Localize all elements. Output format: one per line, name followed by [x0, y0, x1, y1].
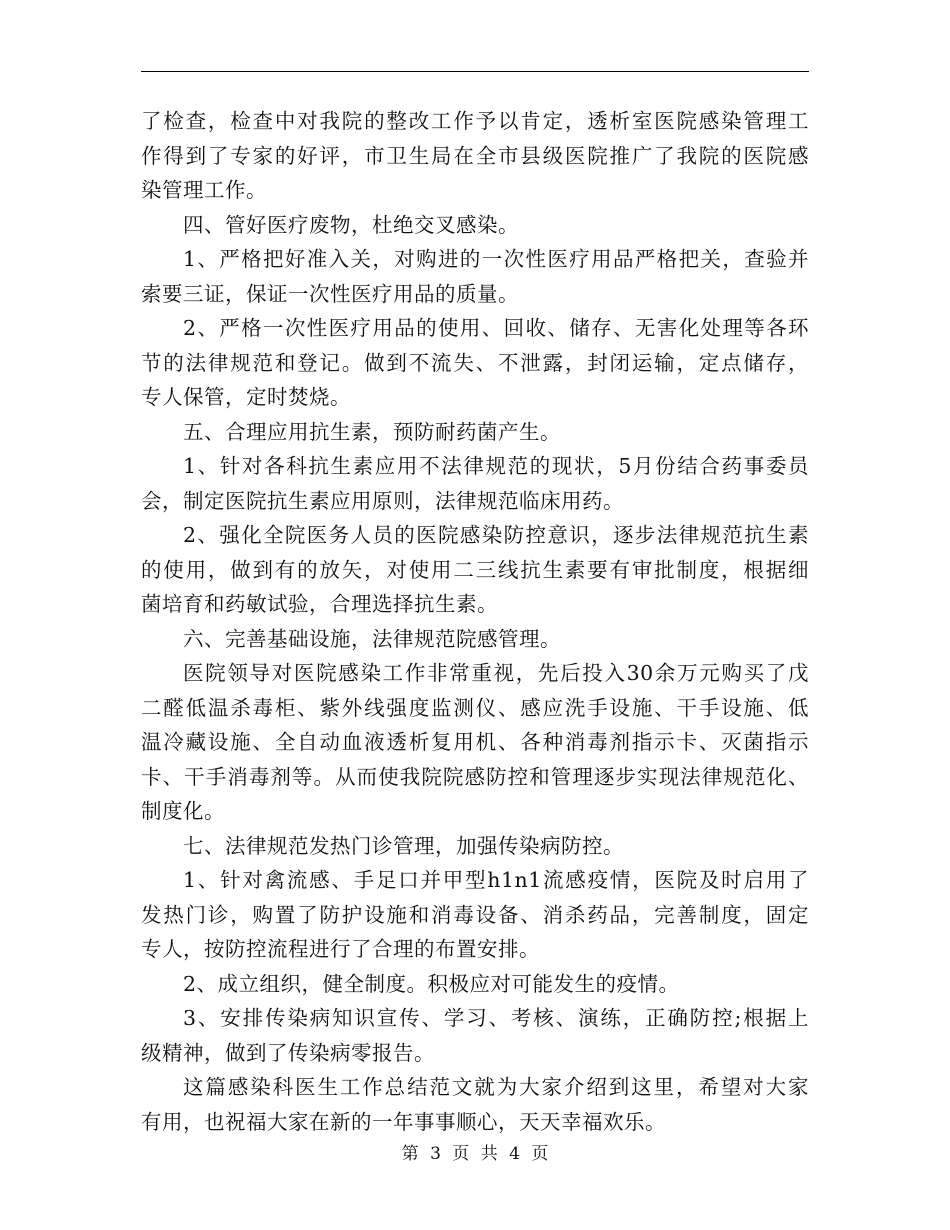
text-line: 专人，按防控流程进行了合理的布置安排。	[141, 937, 540, 961]
text-line: 会，制定医院抗生素应用原则，法律规范临床用药。	[141, 488, 624, 513]
text-line: 二醛低温杀毒柜、紫外线强度监测仪、感应洗手设施、干手设施、低	[141, 695, 809, 720]
text-line: 七、法律规范发热门诊管理，加强传染病防控。	[183, 833, 624, 858]
text-line: 2、严格一次性医疗用品的使用、回收、储存、无害化处理等各环	[183, 316, 809, 340]
text-line: 3、安排传染病知识宣传、学习、考核、演练，正确防控;根据上	[183, 1006, 809, 1030]
text-line: 1、针对禽流感、手足口并甲型h1n1流感疫情，医院及时启用了	[183, 868, 809, 892]
text-line: 1、针对各科抗生素应用不法律规范的现状，5月份结合药事委员	[183, 454, 809, 478]
text-line: 有用，也祝福大家在新的一年事事顺心，天天幸福欢乐。	[141, 1109, 666, 1134]
text-line: 温冷藏设施、全自动血液透析复用机、各种消毒剂指示卡、灭菌指示	[141, 730, 809, 754]
text-line: 的使用，做到有的放矢，对使用二三线抗生素要有审批制度，根据细	[141, 557, 809, 582]
text-line: 级精神，做到了传染病零报告。	[141, 1040, 435, 1065]
text-line: 1、严格把好准入关，对购进的一次性医疗用品严格把关，查验并	[183, 247, 809, 271]
text-line: 作得到了专家的好评，市卫生局在全市县级医院推广了我院的医院感	[141, 143, 809, 168]
text-line: 发热门诊，购置了防护设施和消毒设备、消杀药品，完善制度，固定	[141, 902, 809, 927]
text-line: 这篇感染科医生工作总结范文就为大家介绍到这里，希望对大家	[183, 1075, 809, 1099]
text-line: 医院领导对医院感染工作非常重视，先后投入30余万元购买了戊	[183, 661, 809, 685]
text-line: 卡、干手消毒剂等。从而使我院院感防控和管理逐步实现法律规范化、	[141, 764, 809, 789]
text-line: 六、完善基础设施，法律规范院感管理。	[183, 626, 561, 651]
text-line: 2、成立组织，健全制度。积极应对可能发生的疫情。	[183, 971, 680, 996]
header-rule	[141, 71, 809, 72]
text-line: 染管理工作。	[141, 178, 267, 202]
text-line: 制度化。	[141, 799, 225, 823]
text-line: 菌培育和药敏试验，合理选择抗生素。	[141, 592, 498, 616]
text-line: 索要三证，保证一次性医疗用品的质量。	[141, 281, 519, 306]
text-line: 2、强化全院医务人员的医院感染防控意识，逐步法律规范抗生素	[183, 523, 809, 547]
text-line: 专人保管，定时焚烧。	[141, 385, 351, 409]
page-footer: 第 3 页 共 4 页	[401, 1144, 549, 1164]
text-line: 了检查，检查中对我院的整改工作予以肯定，透析室医院感染管理工	[141, 109, 809, 133]
text-line: 四、管好医疗废物，杜绝交叉感染。	[183, 212, 519, 237]
text-line: 五、合理应用抗生素，预防耐药菌产生。	[183, 419, 561, 444]
body-text	[141, 104, 809, 1139]
text-line: 节的法律规范和登记。做到不流失、不泄露，封闭运输，定点储存，	[141, 350, 809, 375]
